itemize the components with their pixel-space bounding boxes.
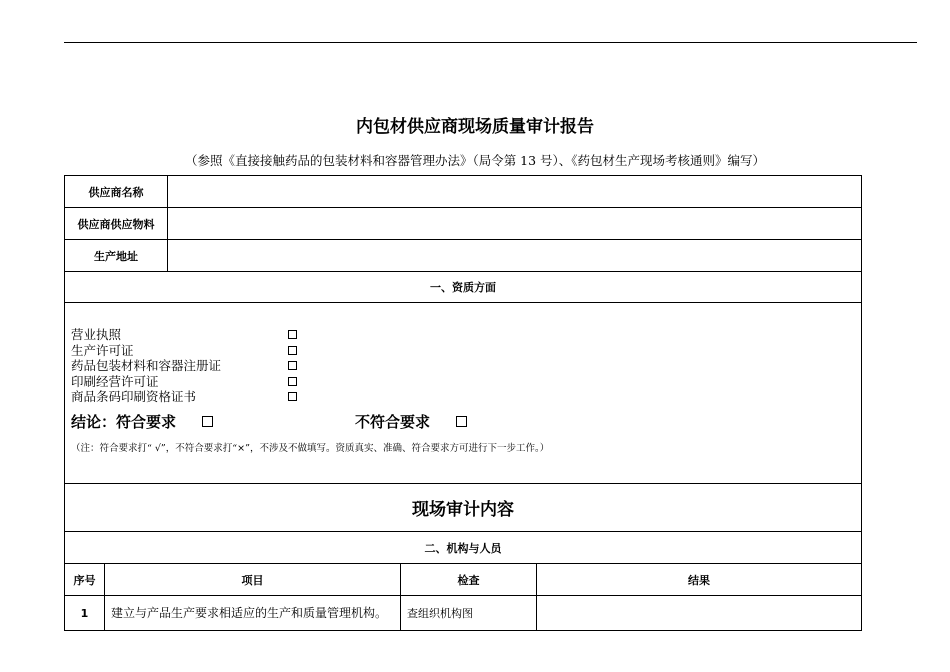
table-row: [64, 596, 862, 631]
col-header-no: 序号: [73, 573, 96, 587]
onsite-title: 现场审计内容: [412, 500, 514, 520]
qualification-checkbox[interactable]: [288, 392, 297, 401]
qualification-name: 印刷经营许可证: [71, 373, 159, 389]
conclusion-line: [71, 411, 861, 432]
row-check: 查组织机构图: [400, 596, 536, 630]
qualification-checkbox[interactable]: [288, 346, 297, 355]
row-result-field[interactable]: [536, 596, 861, 630]
qualification-note: （注：符合要求打“ √”，不符合要求打“×”，不涉及不做填写。资质真实、准确、符合要求方可进行下一步工作。）: [71, 442, 550, 454]
qualification-checkbox[interactable]: [288, 330, 297, 339]
qualification-name: 药品包装材料和容器注册证: [71, 358, 222, 373]
qualification-item: [71, 358, 861, 374]
organization-heading-row: [64, 532, 862, 564]
report-subtitle: （参照《直接接触药品的包装材料和容器管理办法》（局令第 13 号）、《药包材生产现场考核通则》编写）: [184, 153, 766, 168]
qualification-checkbox[interactable]: [288, 361, 297, 370]
nonconform-label: 不符合要求: [355, 412, 431, 431]
conform-checkbox[interactable]: [202, 416, 213, 427]
supplier-name-row: [64, 175, 862, 208]
row-item: 建立与产品生产要求相适应的生产和质量管理机构。: [104, 596, 400, 630]
col-header-item: 项目: [104, 564, 400, 595]
nonconform-checkbox[interactable]: [456, 416, 467, 427]
qualification-list: [65, 303, 861, 483]
qualification-name: 商品条码印刷资格证书: [71, 389, 197, 404]
qualification-heading-row: [64, 272, 862, 303]
qualification-heading: 一、资质方面: [430, 281, 496, 294]
supplier-material-row: [64, 208, 862, 240]
header-rule: [64, 42, 917, 43]
conform-label: 结论：符合要求: [71, 412, 177, 431]
production-address-label: 生产地址: [94, 249, 138, 263]
report-title: 内包材供应商现场质量审计报告: [356, 117, 594, 137]
supplier-name-label: 供应商名称: [88, 185, 144, 199]
supplier-name-field[interactable]: [167, 176, 861, 207]
col-header-result: 结果: [536, 564, 861, 595]
audit-form-table: [64, 175, 862, 631]
col-header-check: 检查: [400, 564, 536, 595]
qualification-checkbox[interactable]: [288, 377, 297, 386]
qualification-item: [71, 374, 861, 390]
qualification-item: [71, 343, 861, 359]
table-header-row: [64, 564, 862, 596]
production-address-field[interactable]: [167, 240, 861, 271]
supplier-material-field[interactable]: [167, 208, 861, 239]
qualification-block: [64, 303, 862, 484]
organization-heading: 二、机构与人员: [424, 541, 502, 555]
qualification-item: [71, 327, 861, 343]
onsite-title-row: [64, 484, 862, 532]
qualification-item: [71, 389, 861, 405]
qualification-name: 生产许可证: [71, 342, 134, 358]
row-number: 1: [80, 606, 89, 620]
qualification-name: 营业执照: [71, 327, 122, 342]
supplier-material-label: 供应商供应物料: [77, 217, 155, 231]
production-address-row: [64, 240, 862, 272]
